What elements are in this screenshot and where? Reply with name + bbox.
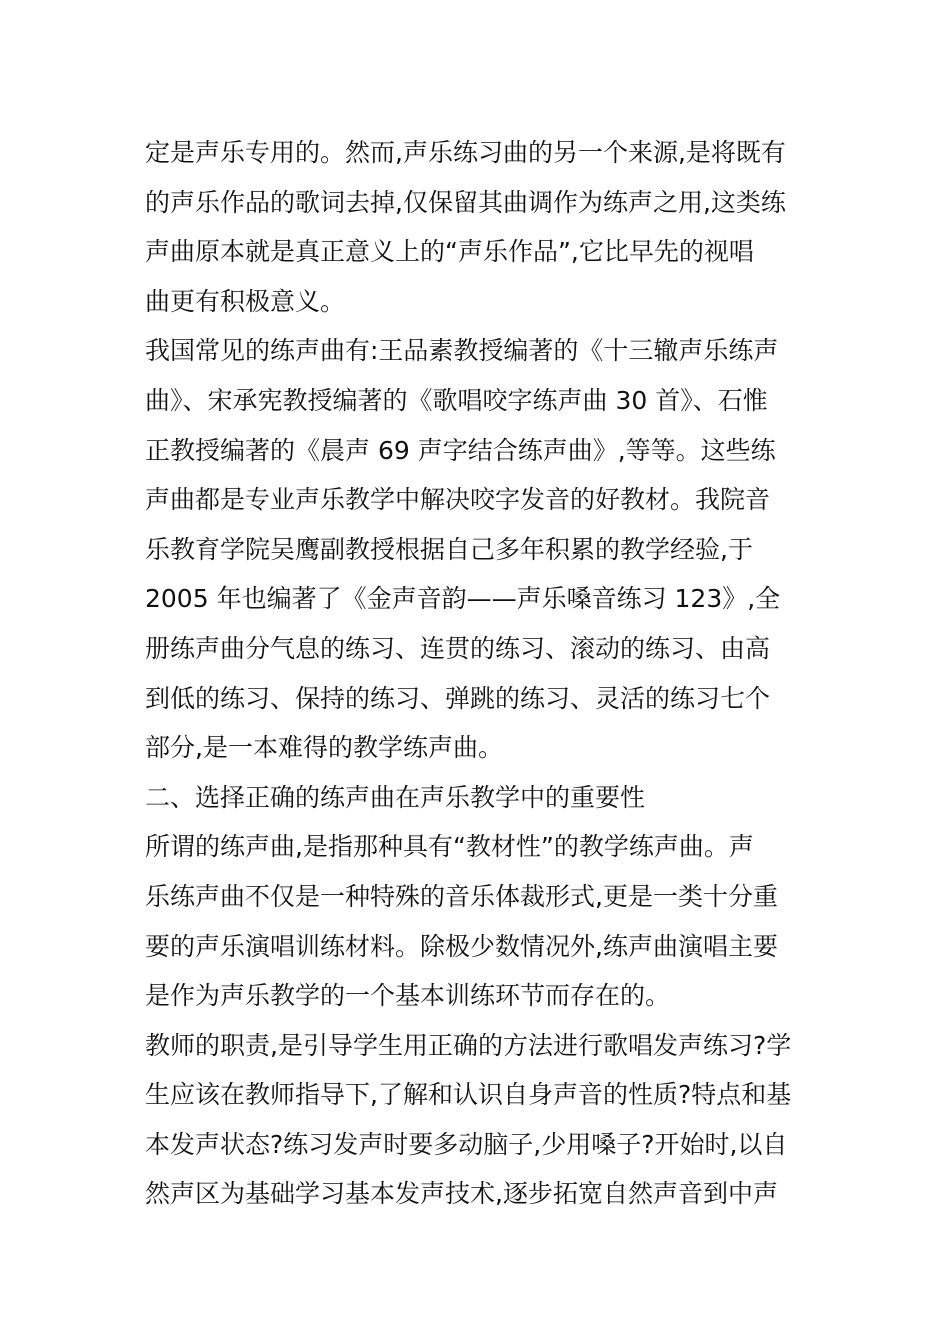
text-line: 声曲都是专业声乐教学中解决咬字发音的好教材。我院音 bbox=[145, 485, 771, 515]
text-line: 册练声曲分气息的练习、连贯的练习、滚动的练习、由高 bbox=[145, 633, 771, 663]
text-line: 我国常见的练声曲有:王品素教授编著的《十三辙声乐练声 bbox=[145, 336, 779, 366]
text-line: 声曲原本就是真正意义上的“声乐作品”,它比早先的视唱 bbox=[145, 237, 754, 267]
text-line: 2005 年也编著了《金声音韵——声乐嗓音练习 123》,全 bbox=[145, 584, 781, 614]
text-line: 是作为声乐教学的一个基本训练环节而存在的。 bbox=[145, 981, 671, 1011]
text-line: 曲》、宋承宪教授编著的《歌唱咬字练声曲 30 首》、石惟 bbox=[145, 385, 768, 415]
text-line: 生应该在教师指导下,了解和认识自身声音的性质?特点和基 bbox=[145, 1080, 792, 1110]
text-line: 定是声乐专用的。然而,声乐练习曲的另一个来源,是将既有 bbox=[145, 138, 786, 167]
text-line: 要的声乐演唱训练材料。除极少数情况外,练声曲演唱主要 bbox=[145, 931, 778, 961]
text-line: 曲更有积极意义。 bbox=[145, 286, 346, 316]
text-line: 正教授编著的《晨声 69 声字结合练声曲》,等等。这些练 bbox=[145, 435, 776, 465]
document-body bbox=[145, 128, 810, 1219]
text-line: 本发声状态?练习发声时要多动脑子,少用嗓子?开始时,以自 bbox=[145, 1129, 788, 1159]
text-line: 到低的练习、保持的练习、弹跳的练习、灵活的练习七个 bbox=[145, 683, 771, 713]
text-line: 部分,是一本难得的教学练声曲。 bbox=[145, 733, 503, 763]
text-line: 乐教育学院吴鹰副教授根据自己多年积累的教学经验,于 bbox=[145, 534, 753, 564]
text-line: 然声区为基础学习基本发声技术,逐步拓宽自然声音到中声 bbox=[145, 1179, 778, 1209]
text-line: 乐练声曲不仅是一种特殊的音乐体裁形式,更是一类十分重 bbox=[145, 881, 778, 911]
text-line: 所谓的练声曲,是指那种具有“教材性”的教学练声曲。声 bbox=[145, 832, 754, 862]
text-line: 的声乐作品的歌词去掉,仅保留其曲调作为练声之用,这类练 bbox=[145, 187, 786, 217]
section-heading: 二、选择正确的练声曲在声乐教学中的重要性 bbox=[145, 782, 646, 812]
text-line: 教师的职责,是引导学生用正确的方法进行歌唱发声练习?学 bbox=[145, 1030, 792, 1060]
